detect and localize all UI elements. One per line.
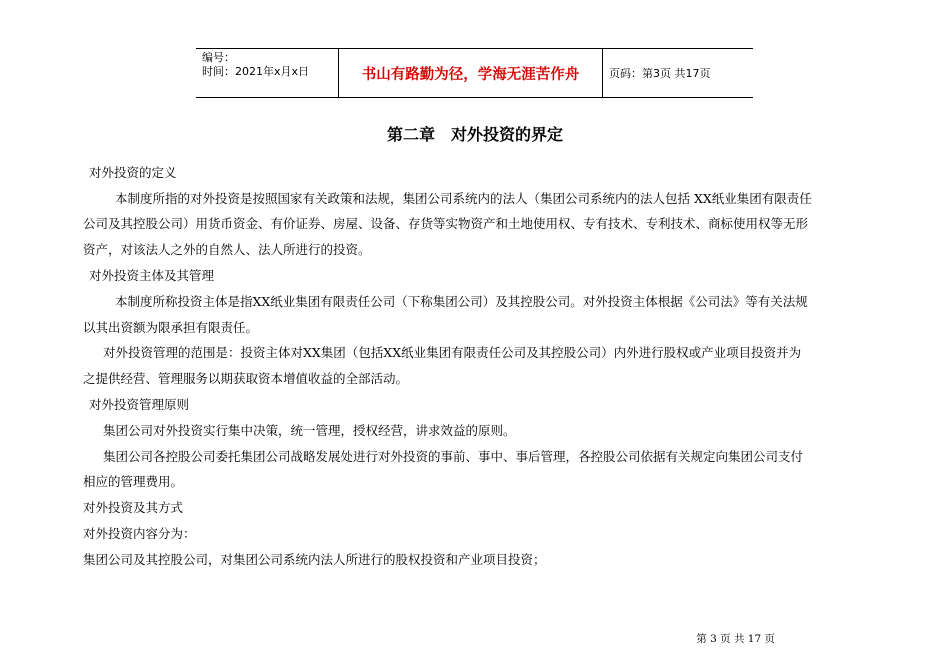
section-heading: 对外投资管理原则 [89,397,190,412]
paragraph-line: 对外投资内容分为： [83,526,196,541]
header-meta-cell [196,49,339,97]
document-number-label: 编号： [202,51,235,64]
section-heading: 对外投资的定义 [89,165,177,180]
section-heading: 对外投资主体及其管理 [89,268,215,283]
paragraph-line: 以其出资额为限承担有限责任。 [83,320,259,335]
chapter-title: 第二章 对外投资的界定 [386,125,563,144]
header-page-number: 页码：第3页 共17页 [609,67,711,80]
paragraph-line: 集团公司及其控股公司，对集团公司系统内法人所进行的股权投资和产业项目投资； [83,552,546,567]
header-motto: 书山有路勤为径，学海无涯苦作舟 [339,49,603,97]
paragraph-line: 之提供经营、管理服务以期获取资本增值收益的全部活动。 [83,371,409,386]
page-header [196,48,753,98]
document-time-label: 时间：2021年x月x日 [202,65,310,78]
section-heading: 对外投资及其方式 [83,500,184,515]
paragraph-line: 公司及其控股公司）用货币资金、有价证券、房屋、设备、存货等实物资产和土地使用权、专有技术、专利技术、商标使用权等无形 [83,216,809,231]
paragraph-line: 对外投资管理的范围是：投资主体对XX集团（包括XX纸业集团有限责任公司及其控股公司）内外进行股权或产业项目投资并为 [103,345,802,360]
paragraph-line: 相应的管理费用。 [83,474,184,489]
paragraph-line: 本制度所称投资主体是指XX纸业集团有限责任公司（下称集团公司）及其控股公司。对外投资主体根据《公司法》等有关法规 [115,294,808,309]
paragraph-line: 集团公司对外投资实行集中决策，统一管理，授权经营，讲求效益的原则。 [103,423,516,438]
paragraph-line: 集团公司各控股公司委托集团公司战略发展处进行对外投资的事前、事中、事后管理，各控股公司依据有关规定向集团公司支付 [103,449,804,464]
paragraph-line: 资产，对该法人之外的自然人、法人所进行的投资。 [83,242,371,257]
paragraph-line: 本制度所指的对外投资是按照国家有关政策和法规，集团公司系统内的法人（集团公司系统内的法人包括 XX纸业集团有限责任 [115,191,812,206]
footer-page-number: 第 3 页 共 17 页 [696,633,775,645]
